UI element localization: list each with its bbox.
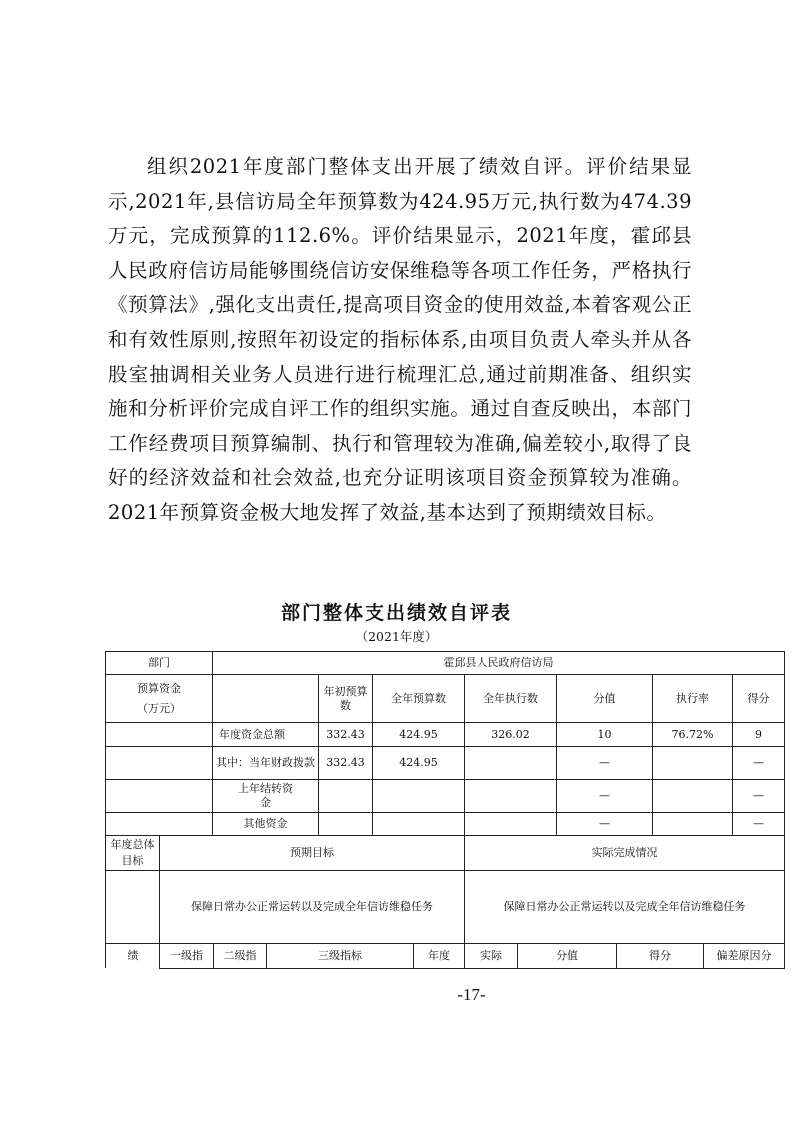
table-row — [106, 780, 785, 813]
row-score: — — [733, 780, 785, 813]
indicator-score: 得分 — [617, 944, 704, 969]
row-rate — [653, 747, 733, 780]
row-name: 年度资金总额 — [213, 723, 319, 747]
row-executed: 326.02 — [465, 723, 557, 747]
row-rate — [653, 780, 733, 813]
header-initial: 年初预算数 — [319, 675, 373, 723]
row-annual — [373, 780, 465, 813]
budget-table — [105, 651, 785, 836]
table-subtitle: （2021年度） — [355, 629, 438, 644]
row-annual — [373, 813, 465, 836]
row-executed — [465, 813, 557, 836]
indicator-header-row — [160, 944, 785, 969]
dept-value: 霍邱县人民政府信访局 — [213, 652, 785, 675]
row-rate — [653, 813, 733, 836]
table-row — [106, 747, 785, 780]
row-executed — [465, 747, 557, 780]
table-row — [106, 723, 785, 747]
indicator-table — [159, 943, 785, 969]
row-name: 其中：当年财政拨款 — [213, 747, 319, 780]
dept-label: 部门 — [106, 652, 213, 675]
row-score: — — [733, 813, 785, 836]
budget-label — [106, 675, 213, 723]
indicator-level1: 一级指 — [160, 944, 214, 969]
indicator-deviation: 偏差原因分 — [704, 944, 785, 969]
row-score-value: — — [557, 813, 653, 836]
budget-label-line1: 预算资金 — [137, 681, 181, 695]
blank-cell — [106, 871, 160, 944]
dept-row — [106, 652, 785, 675]
body-paragraph: 组织2021年度部门整体支出开展了绩效自评。评价结果显示,2021年,县信访局全年预算数为424.95万元,执行数为474.39万元，完成预算的112.6%。评价结果显示，2021年度，霍邱县人民政府信访局能够围绕信访安保维稳等各项工作任务，严格执行《预算法》,强化支出责任,提高项目资金的使用效益,本着客观公正和有效性原则,按照年初设定的指标体系,由项目负责人牵头并从各股室抽调相关业务人员进行进行梳理汇总,通过前期准备、组织实施和分析评价完成自评工作的组织实施。通过自查反映出，本部门工作经费项目预算编制、执行和管理较为准确,偏差较小,取得了良好的经济效益和社会效益,也充分证明该项目资金预算较为准确。2021年预算资金极大地发挥了效益,基本达到了预期绩效目标。 — [108, 155, 692, 524]
goal-content-row — [106, 871, 785, 944]
goal-table — [105, 835, 785, 944]
row-initial: 332.43 — [319, 723, 373, 747]
header-score-value: 分值 — [557, 675, 653, 723]
blank-header — [213, 675, 319, 723]
row-annual: 424.95 — [373, 723, 465, 747]
header-executed: 全年执行数 — [465, 675, 557, 723]
actual-text: 保障日常办公正常运转以及完成全年信访维稳任务 — [465, 871, 785, 944]
indicator-score-value: 分值 — [518, 944, 617, 969]
indicator-level3: 三级指标 — [267, 944, 414, 969]
table-row — [106, 813, 785, 836]
blank-cell — [106, 780, 213, 813]
expected-text: 保障日常办公正常运转以及完成全年信访维稳任务 — [160, 871, 465, 944]
row-initial: 332.43 — [319, 747, 373, 780]
goal-label: 年度总体目标 — [106, 836, 160, 871]
row-score: 9 — [733, 723, 785, 747]
row-name: 上年结转资金 — [213, 780, 319, 813]
indicator-actual: 实际 — [465, 944, 518, 969]
header-score: 得分 — [733, 675, 785, 723]
row-initial — [319, 813, 373, 836]
row-name: 其他资金 — [213, 813, 319, 836]
row-score-value: — — [557, 747, 653, 780]
row-score-value: 10 — [557, 723, 653, 747]
actual-label: 实际完成情况 — [465, 836, 785, 871]
header-rate: 执行率 — [653, 675, 733, 723]
row-initial — [319, 780, 373, 813]
blank-cell — [106, 813, 213, 836]
goal-header-row — [106, 836, 785, 871]
row-executed — [465, 780, 557, 813]
table-title: 部门整体支出绩效自评表 — [280, 602, 512, 624]
indicator-level2: 二级指 — [214, 944, 267, 969]
header-row — [106, 675, 785, 723]
indicator-year: 年度 — [414, 944, 465, 969]
row-score-value: — — [557, 780, 653, 813]
row-score: — — [733, 747, 785, 780]
perf-label: 绩 — [105, 943, 160, 968]
blank-cell — [106, 723, 213, 747]
page-number: -17- — [457, 985, 486, 1004]
expected-label: 预期目标 — [160, 836, 465, 871]
row-rate: 76.72% — [653, 723, 733, 747]
budget-label-line2: （万元） — [137, 701, 181, 715]
header-annual: 全年预算数 — [373, 675, 465, 723]
blank-cell — [106, 747, 213, 780]
row-annual: 424.95 — [373, 747, 465, 780]
